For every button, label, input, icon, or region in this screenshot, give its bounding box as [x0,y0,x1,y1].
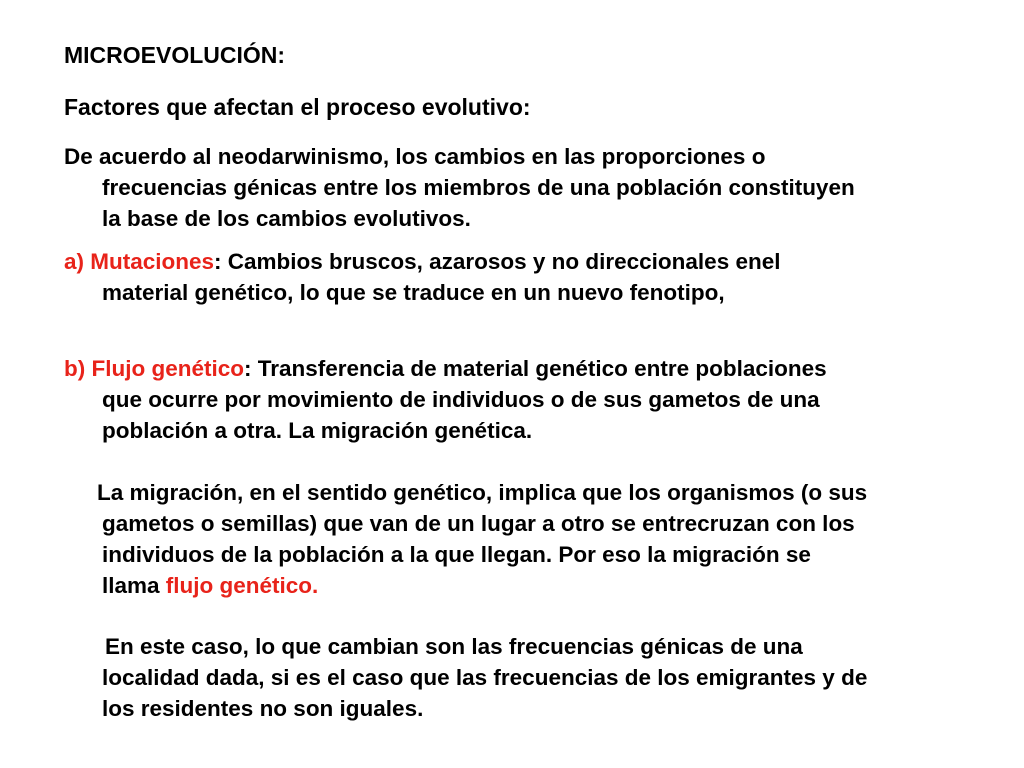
item-b-label: b) Flujo genético [64,356,244,381]
intro-line: la base de los cambios evolutivos. [102,206,471,231]
migration-line: La migración, en el sentido genético, implica que los organismos (o sus [97,480,868,505]
intro-line: frecuencias génicas entre los miembros de una población constituyen [102,175,855,200]
item-b-text: Transferencia de material genético entre poblaciones [251,356,827,381]
item-a-first-line [64,251,780,274]
slide-heading: MICROEVOLUCIÓN: [64,42,286,68]
migration-last-line [102,575,318,598]
item-b-first-line [64,358,827,381]
case-line: los residentes no son iguales. [102,696,424,721]
intro-line: De acuerdo al neodarwinismo, los cambios en las proporciones o [64,144,766,169]
item-a-text: Cambios bruscos, azarosos y no direccionales enel [221,249,781,274]
migration-line: individuos de la población a la que llegan. Por eso la migración se [102,542,811,567]
item-a-colon: : [214,249,222,274]
case-line: En este caso, lo que cambian son las frecuencias génicas de una [105,634,803,659]
item-b-continuation: que ocurre por movimiento de individuos o de sus gametos de una [102,387,820,412]
case-line: localidad dada, si es el caso que las frecuencias de los emigrantes y de [102,665,868,690]
migration-line: gametos o semillas) que van de un lugar a otro se entrecruzan con los [102,511,855,536]
flujo-genetico-highlight: flujo genético. [165,573,319,598]
item-a-label: a) Mutaciones [64,249,215,274]
slide-subheading: Factores que afectan el proceso evolutivo: [64,94,531,120]
item-b-continuation: población a otra. La migración genética. [102,418,533,443]
item-a-continuation: material genético, lo que se traduce en un nuevo fenotipo, [102,280,725,305]
item-b-colon: : [244,356,252,381]
migration-last-prefix: llama [102,573,166,598]
